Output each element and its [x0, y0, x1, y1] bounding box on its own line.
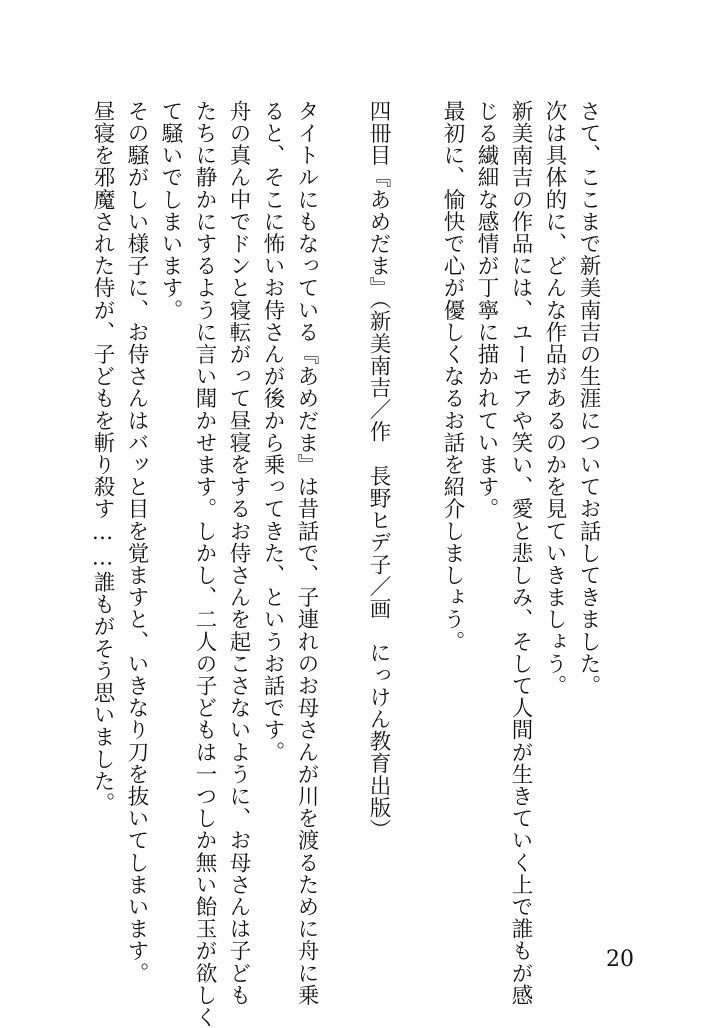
text-column-2: 次は具体的に、どんな作品があるのかを見ていきましょう。 [542, 100, 567, 697]
text-column-12: その騒がしい様子に、お侍さんはバッと目を覚ますと、いきなり刀を抜いてしまいます。 [124, 100, 149, 984]
text-column-8: ると、そこに怖いお侍さんが後から乗ってきた、というお話です。 [260, 100, 285, 763]
text-column-9: 舟の真ん中でドンと寝転がって昼寝をするお侍さんを起こさないように、お母さんは子ども [226, 100, 251, 1007]
text-column-10: たちに静かにするように言い聞かせます。しかし、二人の子どもは一つしか無い飴玉が欲しく [192, 100, 217, 1028]
text-column-1: さて、ここまで新美南吉の生涯についてお話してきました。 [576, 100, 601, 697]
text-column-5: 最初に、愉快で心が優しくなるお話を紹介しましょう。 [440, 100, 465, 653]
text-column-4: じる繊細な感情が丁寧に描かれています。 [474, 100, 499, 520]
text-column-7: タイトルにもなっている『あめだま』は昔話で、子連れのお母さんが川を渡るために舟に乗 [294, 100, 319, 1007]
text-column-13: 昼寝を邪魔された侍が、子どもを斬り殺す……誰もがそう思いました。 [90, 100, 115, 815]
page-number: 20 [606, 947, 634, 972]
book-citation: 四冊目『あめだま』（新美南吉／作 長野ヒデ子／画 にっけん教育出版） [366, 100, 391, 841]
text-column-3: 新美南吉の作品には、ユーモアや笑い、愛と悲しみ、そして人間が生きていく上で誰もが感 [508, 100, 533, 1007]
text-column-11: て騒いでしまいます。 [158, 100, 183, 321]
